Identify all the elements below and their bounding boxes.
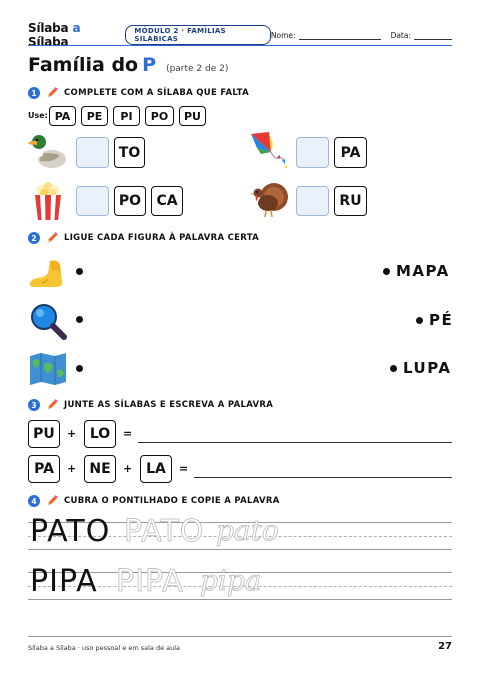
syllable-tile: TO xyxy=(114,137,145,168)
tracing-row[interactable] xyxy=(28,566,452,606)
match-word-pe: PÉ xyxy=(429,311,454,329)
syllable-tile: PU xyxy=(28,420,60,448)
syllable-chip-pu: PU xyxy=(179,106,206,126)
foot-icon xyxy=(28,257,68,289)
syllable-chip-pa: PA xyxy=(49,106,76,126)
tracing-row[interactable] xyxy=(28,516,452,556)
syllable-tile: PA xyxy=(334,137,367,168)
section-4-heading: 4 CUBRA O PONTILHADO E COPIE A PALAVRA xyxy=(28,494,280,508)
plus-sign: + xyxy=(123,462,133,475)
answer-blank[interactable] xyxy=(296,186,329,216)
page-number: 27 xyxy=(438,641,452,652)
answer-blank[interactable] xyxy=(76,186,109,216)
match-dot[interactable] xyxy=(76,268,83,275)
module-badge: MÓDULO 2 · FAMÍLIAS SILÁBICAS xyxy=(125,25,271,45)
syllable-tile: CA xyxy=(151,186,183,216)
section-number: 4 xyxy=(28,495,40,507)
syllable-tile: LO xyxy=(84,420,116,448)
turkey-icon xyxy=(248,181,290,219)
plus-sign: + xyxy=(67,462,77,475)
pencil-icon xyxy=(45,398,59,412)
dotted-word: PIPA xyxy=(116,564,184,599)
syllable-chip-pi: PI xyxy=(113,106,140,126)
match-word-mapa: MAPA xyxy=(396,262,450,280)
answer-blank[interactable] xyxy=(76,137,109,168)
footer-divider xyxy=(28,636,452,637)
kite-icon xyxy=(247,130,291,172)
dotted-word-lowercase: pato xyxy=(216,514,279,547)
answer-line[interactable] xyxy=(138,442,452,443)
pencil-icon xyxy=(45,86,59,100)
magnifier-icon xyxy=(28,302,68,340)
match-dot[interactable] xyxy=(76,316,83,323)
syllable-chip-pe: PE xyxy=(81,106,108,126)
syllable-chip-po: PO xyxy=(145,106,174,126)
answer-line[interactable] xyxy=(194,477,452,478)
popcorn-icon xyxy=(32,181,64,221)
pencil-icon xyxy=(45,231,59,245)
syllable-tile: RU xyxy=(334,186,367,216)
section-2-heading: 2 LIGUE CADA FIGURA À PALAVRA CERTA xyxy=(28,231,259,245)
page-header xyxy=(28,21,452,49)
syllable-tile: LA xyxy=(140,455,172,483)
match-dot[interactable] xyxy=(416,317,423,324)
syllable-tile: NE xyxy=(84,455,116,483)
section-number: 1 xyxy=(28,87,40,99)
section-number: 3 xyxy=(28,399,40,411)
match-dot[interactable] xyxy=(383,268,390,275)
equals-sign: = xyxy=(179,462,189,475)
section-3-heading: 3 JUNTE AS SÍLABAS E ESCREVA A PALAVRA xyxy=(28,398,273,412)
pencil-icon xyxy=(45,494,59,508)
plus-sign: + xyxy=(67,427,77,440)
date-field[interactable]: Data: xyxy=(391,31,452,40)
match-dot[interactable] xyxy=(390,365,397,372)
footer-text: Sílaba a Sílaba · uso pessoal e em sala de aula xyxy=(28,644,181,652)
match-word-lupa: LUPA xyxy=(403,359,452,377)
dotted-word: PATO xyxy=(124,514,205,549)
answer-blank[interactable] xyxy=(296,137,329,168)
match-dot[interactable] xyxy=(76,365,83,372)
syllable-tile: PO xyxy=(114,186,146,216)
page-title: Família do P (parte 2 de 2) xyxy=(28,54,229,76)
model-word: PIPA xyxy=(30,564,98,599)
map-icon xyxy=(28,352,68,386)
syllable-tile: PA xyxy=(28,455,60,483)
section-1-heading: 1 COMPLETE COM A SÍLABA QUE FALTA xyxy=(28,86,249,100)
equals-sign: = xyxy=(123,427,133,440)
dotted-word-lowercase: pipa xyxy=(200,564,262,597)
name-field[interactable]: Nome: xyxy=(271,31,381,40)
use-label: Use: xyxy=(28,111,48,120)
section-number: 2 xyxy=(28,232,40,244)
brand-logo: Sílaba a Sílaba xyxy=(28,21,81,49)
model-word: PATO xyxy=(30,514,111,549)
page-subtitle: (parte 2 de 2) xyxy=(166,64,229,74)
duck-icon xyxy=(28,133,68,171)
header-divider xyxy=(28,45,452,46)
